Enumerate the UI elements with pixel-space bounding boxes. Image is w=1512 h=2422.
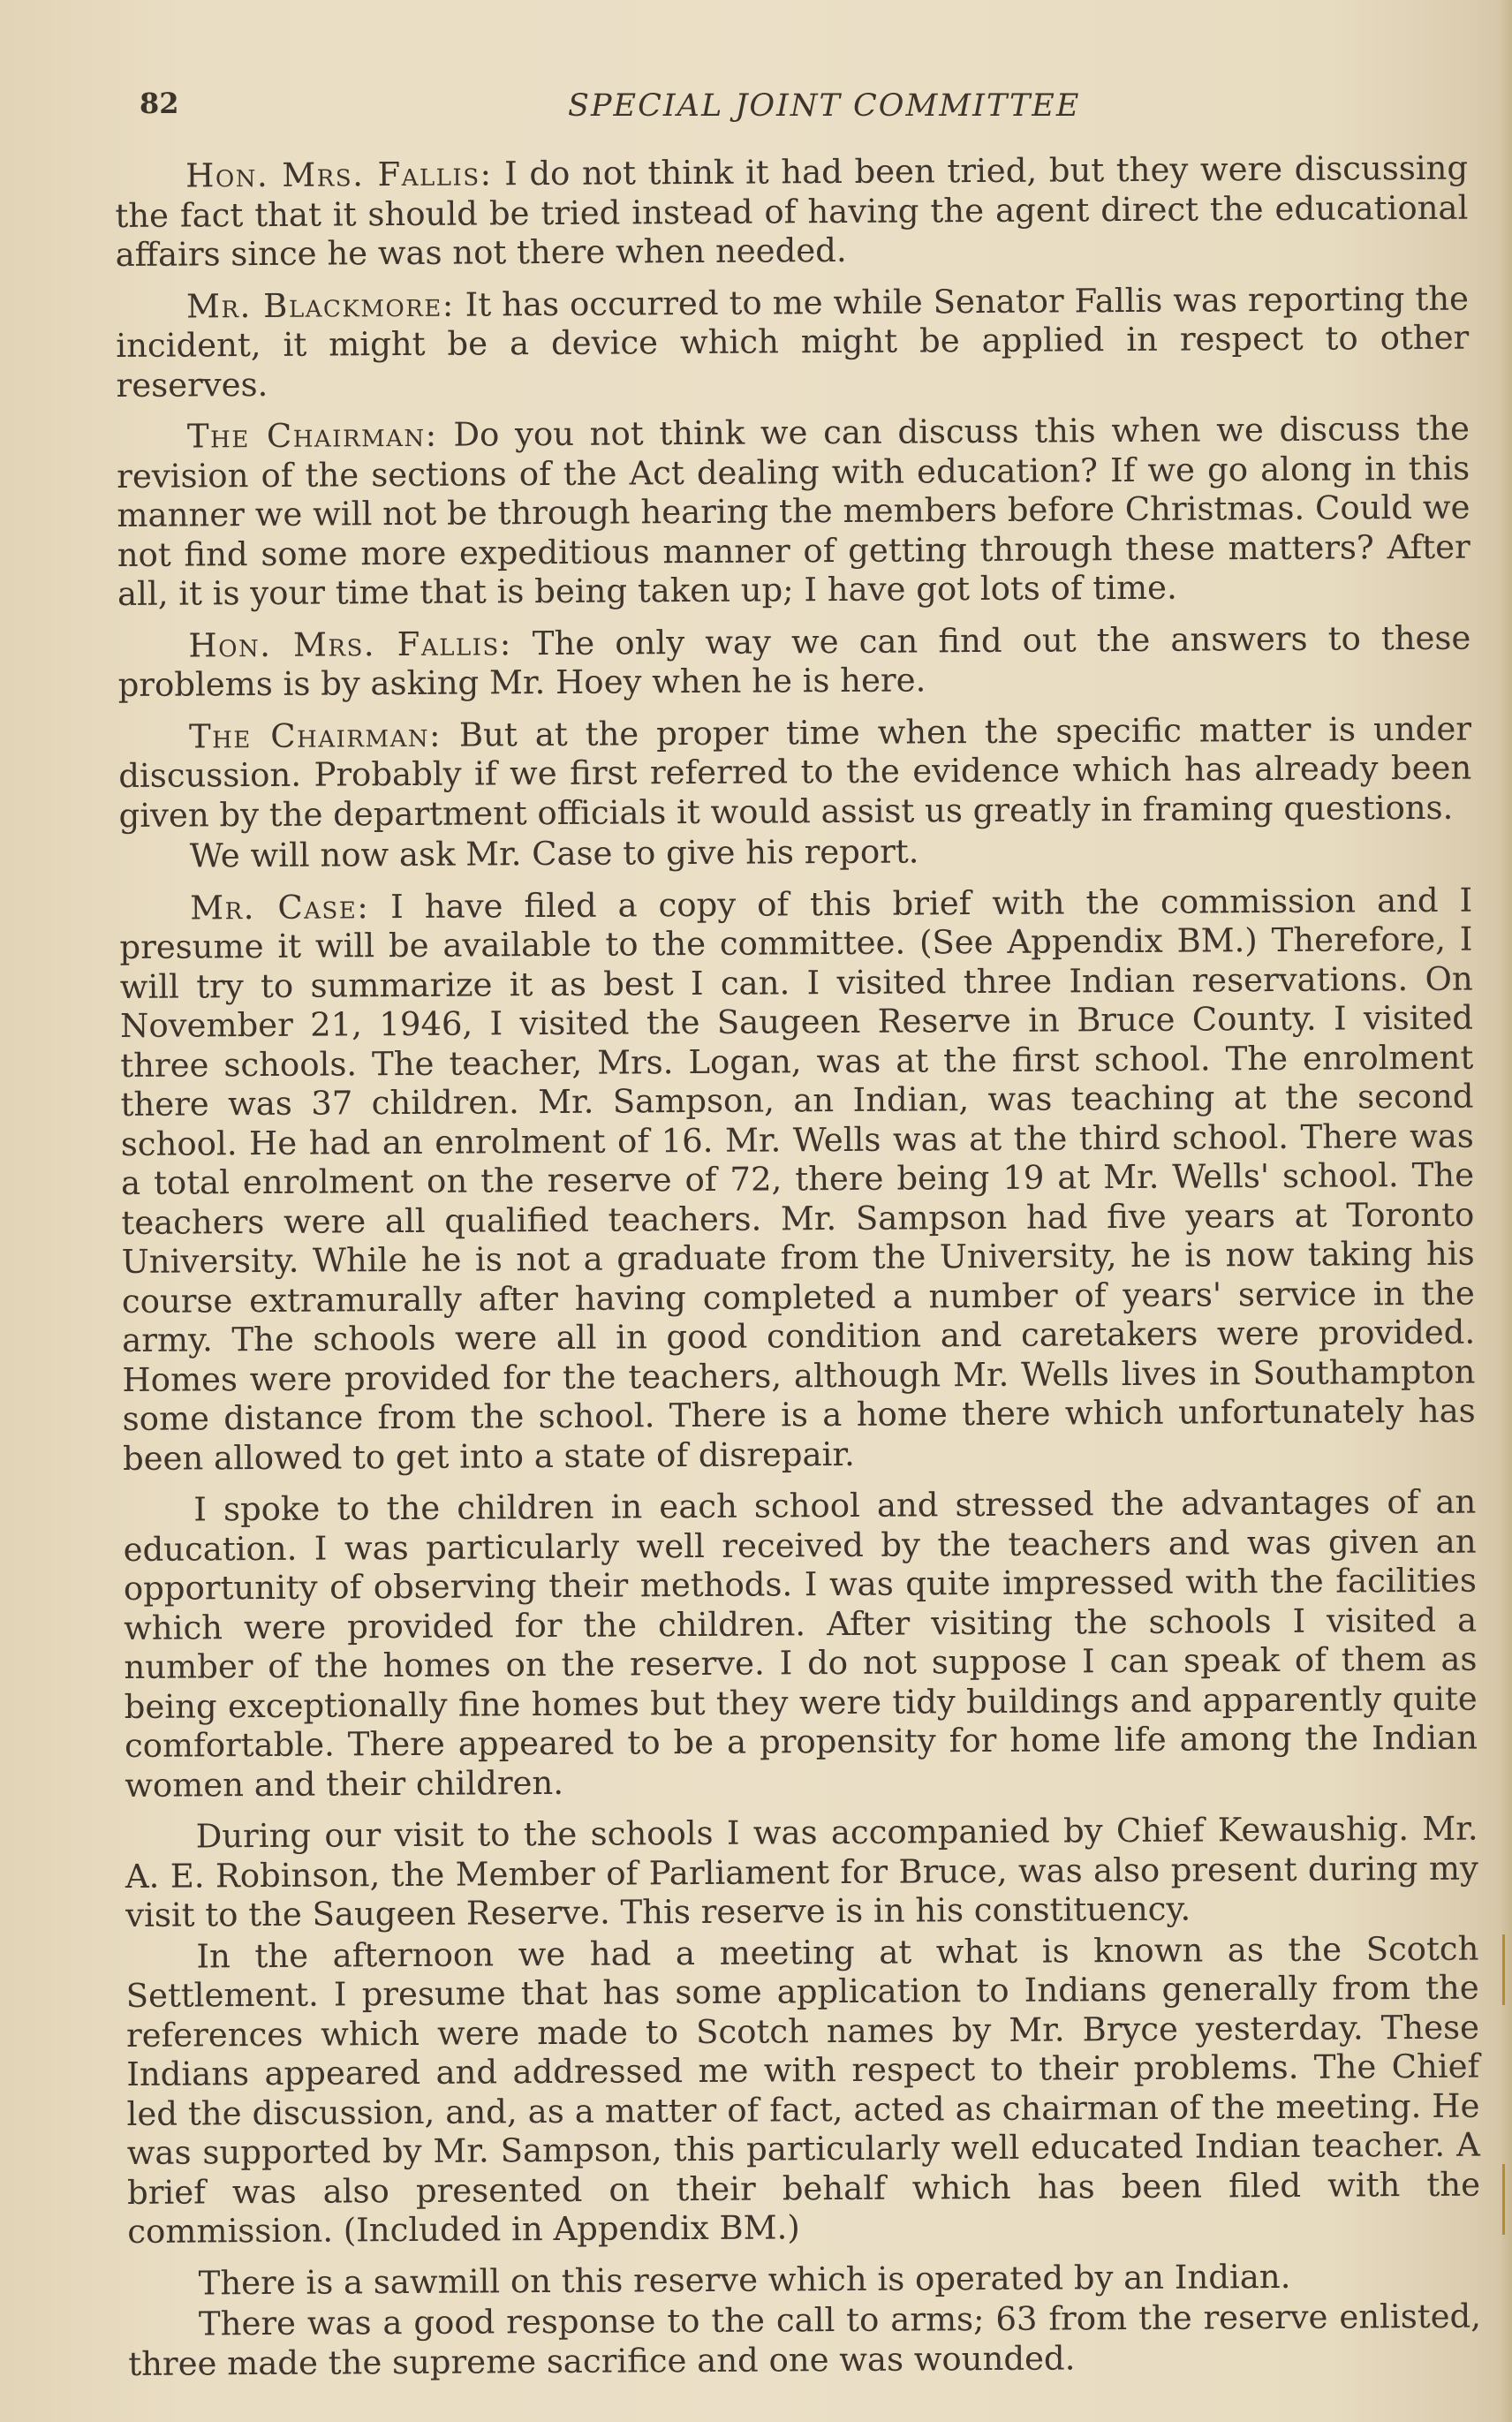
- speaker-name: Hon. Mrs. Fallis:: [185, 155, 493, 195]
- edge-mark: [1502, 1934, 1505, 2005]
- paragraph: [116, 279, 1470, 405]
- paragraph-text: There was a good response to the call to arms; 63 from the reserve enlisted, three made the supreme sacrifice and one was wounded.: [128, 2297, 1482, 2383]
- paragraph-text: I have filed a copy of this brief with the commission and I presume it will be available to the committee. (See Appendix BM.) Therefore, I will try to summarize it as best I can. I visited three Indian reservations. On November 21, 1946, I visited the Saugeen Reserve in Bruce County. I visited three schools. The teacher, Mrs. Logan, was at the first school. The enrolment there was 37 children. Mr. Sampson, an Indian, was teaching at the second school. He had an enrolment of 16. Mr. Wells was at the third school. There was a total enrolment on the reserve of 72, there being 19 at Mr. Wells' school. The teachers were all qualified teachers. Mr. Sampson had five years at Toronto University. While he is not a graduate from the University, he is now taking his course extramurally after having completed a number of years' service in the army. The schools were all in good condition and caretakers were provided. Homes were provided for the teachers, although Mr. Wells lives in Southampton some distance from the school. There is a home there which unfortunately has been allowed to get into a state of disrepair.: [119, 881, 1476, 1478]
- paragraph: [118, 709, 1472, 836]
- paragraph-text: I spoke to the children in each school and stressed the advantages of an education. I was particularly well received by the teachers and was given an opportunity of observing their methods. I was quite impressed with the facilities which were provided for the children. After visiting the schools I visited a number of the homes on the reserve. I do not suppose I can speak of them as being exceptionally fine homes but they were tidy buildings and apparently quite comfortable. There appeared to be a propensity for home life among the Indian women and their children.: [123, 1482, 1478, 1805]
- paragraph-text: The only way we can find out the answers to these problems is by asking Mr. Hoey when he is here.: [117, 618, 1471, 704]
- paragraph-text: During our visit to the schools I was accompanied by Chief Kewaushig. Mr. A. E. Robinson, the Member of Parliament for Bruce, was also present during my visit to the Saugeen Reserve. This reserve is in his constituency.: [125, 1809, 1478, 1934]
- paragraph-text: It has occurred to me while Senator Fallis was reporting the incident, it might be a device which might be applied in respect to other reserves.: [116, 279, 1470, 405]
- paragraph: [119, 829, 1472, 877]
- speaker-name: The Chairman:: [186, 415, 438, 456]
- paragraph-text: I do not think it had been tried, but they were discussing the fact that it should be tried instead of having the agent direct the educational affairs since he was not there when needed.: [115, 148, 1469, 274]
- paragraph-text: There is a sawmill on this reserve which is operated by an Indian.: [198, 2257, 1291, 2302]
- running-head: SPECIAL JOINT COMMITTEE: [568, 88, 1081, 124]
- page-edge: [1500, 0, 1512, 2422]
- paragraph: [115, 149, 1469, 276]
- speaker-name: Mr. Blackmore:: [185, 285, 455, 326]
- body-text: [115, 149, 1481, 2396]
- paragraph: [123, 1483, 1478, 1805]
- paragraph: [125, 1929, 1480, 2252]
- page-header: [140, 87, 1447, 140]
- paragraph-text: But at the proper time when the specific matter is under discussion. Probably if we first referred to the evidence which has already been given by the department officials it would assist us greatly in framing questions.: [118, 709, 1472, 835]
- paragraph: [125, 1810, 1478, 1936]
- paragraph: [128, 2256, 1481, 2304]
- paragraph: [117, 410, 1470, 615]
- paragraph-text: Do you not think we can discuss this when we discuss the revision of the sections of the Act dealing with education? If we go along in this manner we will not be through hearing the members before Christmas. Could we not find some more expeditious manner of getting through these matters? After all, it is your time that is being taken up; I have got lots of time.: [117, 409, 1470, 613]
- paragraph-text: In the afternoon we had a meeting at what is known as the Scotch Settlement. I presume that has some application to Indians generally from the references which were made to Scotch names by Mr. Bryce yesterday. These Indians appeared and addressed me with respect to their problems. The Chief led the discussion, and, as a matter of fact, acted as chairman of the meeting. He was supported by Mr. Sampson, this particularly well educated Indian teacher. A brief was also presented on their behalf which has been filed with the commission. (Included in Appendix BM.): [125, 1929, 1481, 2251]
- speaker-name: Mr. Case:: [190, 887, 370, 927]
- edge-mark: [1502, 2164, 1505, 2235]
- speaker-name: The Chairman:: [188, 715, 442, 755]
- speaker-name: Hon. Mrs. Fallis:: [188, 624, 512, 665]
- paragraph: [128, 2297, 1482, 2384]
- paragraph-text: We will now ask Mr. Case to give his report.: [189, 832, 919, 875]
- paragraph: [117, 618, 1471, 705]
- page-number: 82: [140, 87, 179, 120]
- paragraph: [119, 881, 1476, 1479]
